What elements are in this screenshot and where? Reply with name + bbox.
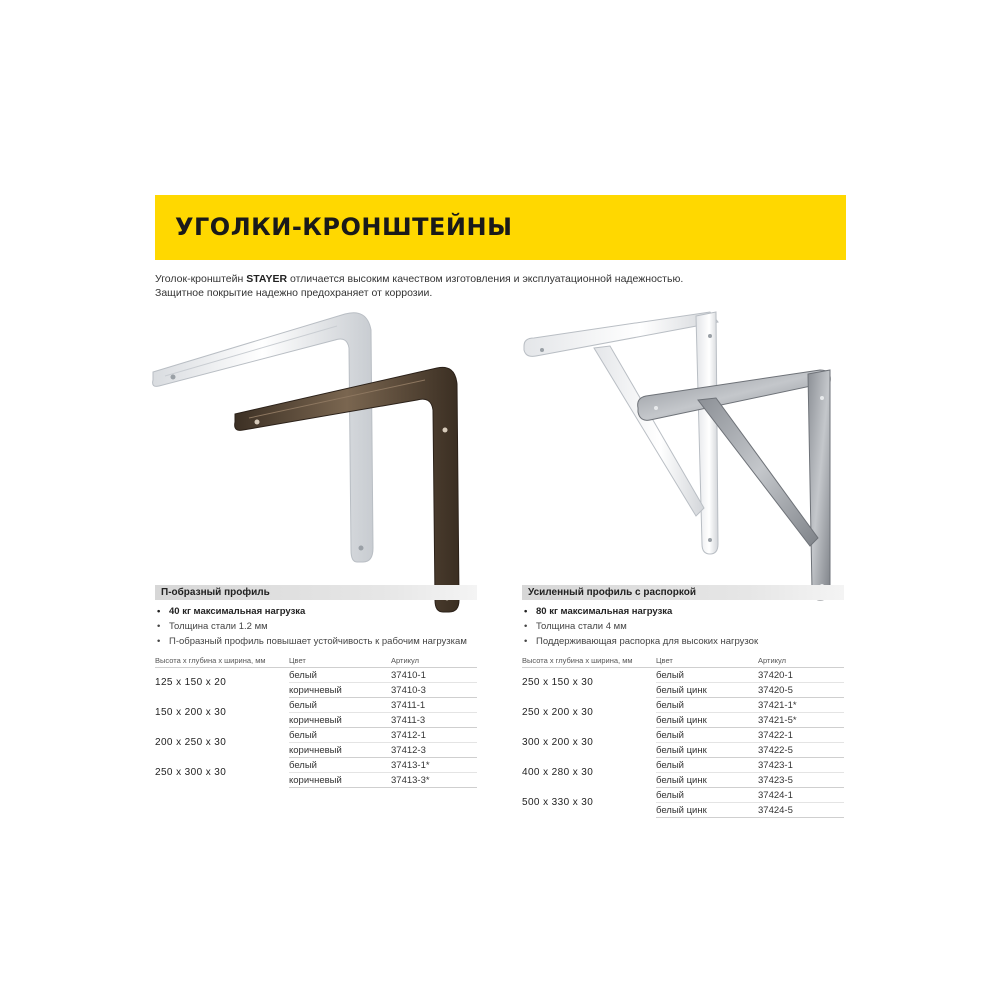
feature-text: П-образный профиль повышает устойчивость к рабочим нагрузкам [169,636,467,647]
column-header: Высота х глубина х ширина, мм [155,653,289,668]
color-cell: белый [289,669,317,681]
spec-table [522,653,844,818]
color-cell: белый [289,699,317,711]
color-cell: белый [656,669,684,681]
bullet-icon: • [524,621,528,632]
color-cell: белый цинк [656,803,758,818]
table-header [155,653,477,668]
reinforced-profile-section [522,585,844,818]
bullet-icon: • [157,606,161,617]
color-cell: белый цинк [656,683,758,698]
section-heading: Усиленный профиль с распоркой [522,585,844,600]
article-cell: 37411-3 [391,713,477,728]
brand-name: STAYER [246,273,288,285]
feature-text: 40 кг максимальная нагрузка [169,606,306,617]
article-cell: 37413-1* [391,759,430,771]
article-cell: 37422-5 [758,743,844,758]
u-profile-section [155,585,477,788]
size-cell: 250 х 200 х 30 [522,707,594,718]
brown-bracket [235,367,459,612]
feature-list [522,604,844,649]
color-cell: белый цинк [656,743,758,758]
feature-item [522,604,844,619]
article-cell: 37420-5 [758,683,844,698]
color-cell: коричневый [289,713,391,728]
feature-text: Поддерживающая распорка для высоких нагрузок [536,636,759,647]
article-cell: 37412-3 [391,743,477,758]
article-cell: 37423-5 [758,773,844,788]
table-row [155,758,477,773]
table-row [522,728,844,743]
article-cell: 37422-1 [758,729,793,741]
intro-line-1 [155,272,845,286]
feature-item [155,619,477,634]
intro-text [155,272,845,300]
table-row [155,668,477,683]
color-cell: коричневый [289,773,391,788]
bullet-icon: • [524,636,528,647]
color-cell: белый [656,789,684,801]
column-header: Цвет [289,653,391,668]
color-cell: белый [656,759,684,771]
feature-text: 80 кг максимальная нагрузка [536,606,673,617]
color-cell: белый [656,729,684,741]
table-row [522,788,844,803]
table-header [522,653,844,668]
color-cell: белый цинк [656,773,758,788]
feature-item [155,634,477,649]
title-banner [155,195,846,260]
article-cell: 37423-1 [758,759,793,771]
zinc-strut-bracket [638,370,831,600]
spec-table [155,653,477,788]
bullet-icon: • [157,636,161,647]
article-cell: 37413-3* [391,773,477,788]
column-header: Артикул [758,653,844,668]
reinforced-brackets-image [520,308,840,608]
article-cell: 37411-1 [391,699,426,711]
feature-item [522,619,844,634]
article-cell: 37420-1 [758,669,793,681]
article-cell: 37412-1 [391,729,426,741]
article-cell: 37424-5 [758,803,844,818]
intro-line-2: Защитное покрытие надежно предохраняет от коррозии. [155,287,433,299]
column-header: Высота х глубина х ширина, мм [522,653,656,668]
article-cell: 37410-1 [391,669,426,681]
color-cell: белый [289,759,317,771]
color-cell: коричневый [289,683,391,698]
bullet-icon: • [157,621,161,632]
size-cell: 500 х 330 х 30 [522,797,594,808]
color-cell: белый цинк [656,713,758,728]
article-cell: 37421-5* [758,713,844,728]
section-heading: П-образный профиль [155,585,477,600]
white-strut-bracket [524,312,718,554]
table-row [155,728,477,743]
table-row [155,698,477,713]
intro-prefix: Уголок-кронштейн [155,273,247,285]
table-row [522,698,844,713]
feature-list [155,604,477,649]
column-header: Артикул [391,653,477,668]
size-cell: 150 х 200 х 30 [155,707,227,718]
column-header: Цвет [656,653,758,668]
feature-item [155,604,477,619]
color-cell: белый [289,729,317,741]
feature-text: Толщина стали 1.2 мм [169,621,268,632]
size-cell: 250 х 300 х 30 [155,767,227,778]
size-cell: 250 х 150 х 30 [522,677,594,689]
size-cell: 200 х 250 х 30 [155,737,227,748]
feature-item [522,634,844,649]
intro-suffix: отличается высоким качеством изготовления и эксплуатационной надежностью. [287,273,684,285]
size-cell: 300 х 200 х 30 [522,737,594,748]
color-cell: коричневый [289,743,391,758]
size-cell: 125 х 150 х 20 [155,677,227,689]
article-cell: 37410-3 [391,683,477,698]
u-profile-brackets-image [145,300,485,620]
article-cell: 37424-1 [758,789,793,801]
bullet-icon: • [524,606,528,617]
table-row [522,668,844,683]
white-bracket [153,313,373,562]
color-cell: белый [656,699,684,711]
page-title: УГОЛКИ-КРОНШТЕЙНЫ [175,213,513,241]
feature-text: Толщина стали 4 мм [536,621,627,632]
article-cell: 37421-1* [758,699,797,711]
table-row [522,758,844,773]
size-cell: 400 х 280 х 30 [522,767,594,778]
